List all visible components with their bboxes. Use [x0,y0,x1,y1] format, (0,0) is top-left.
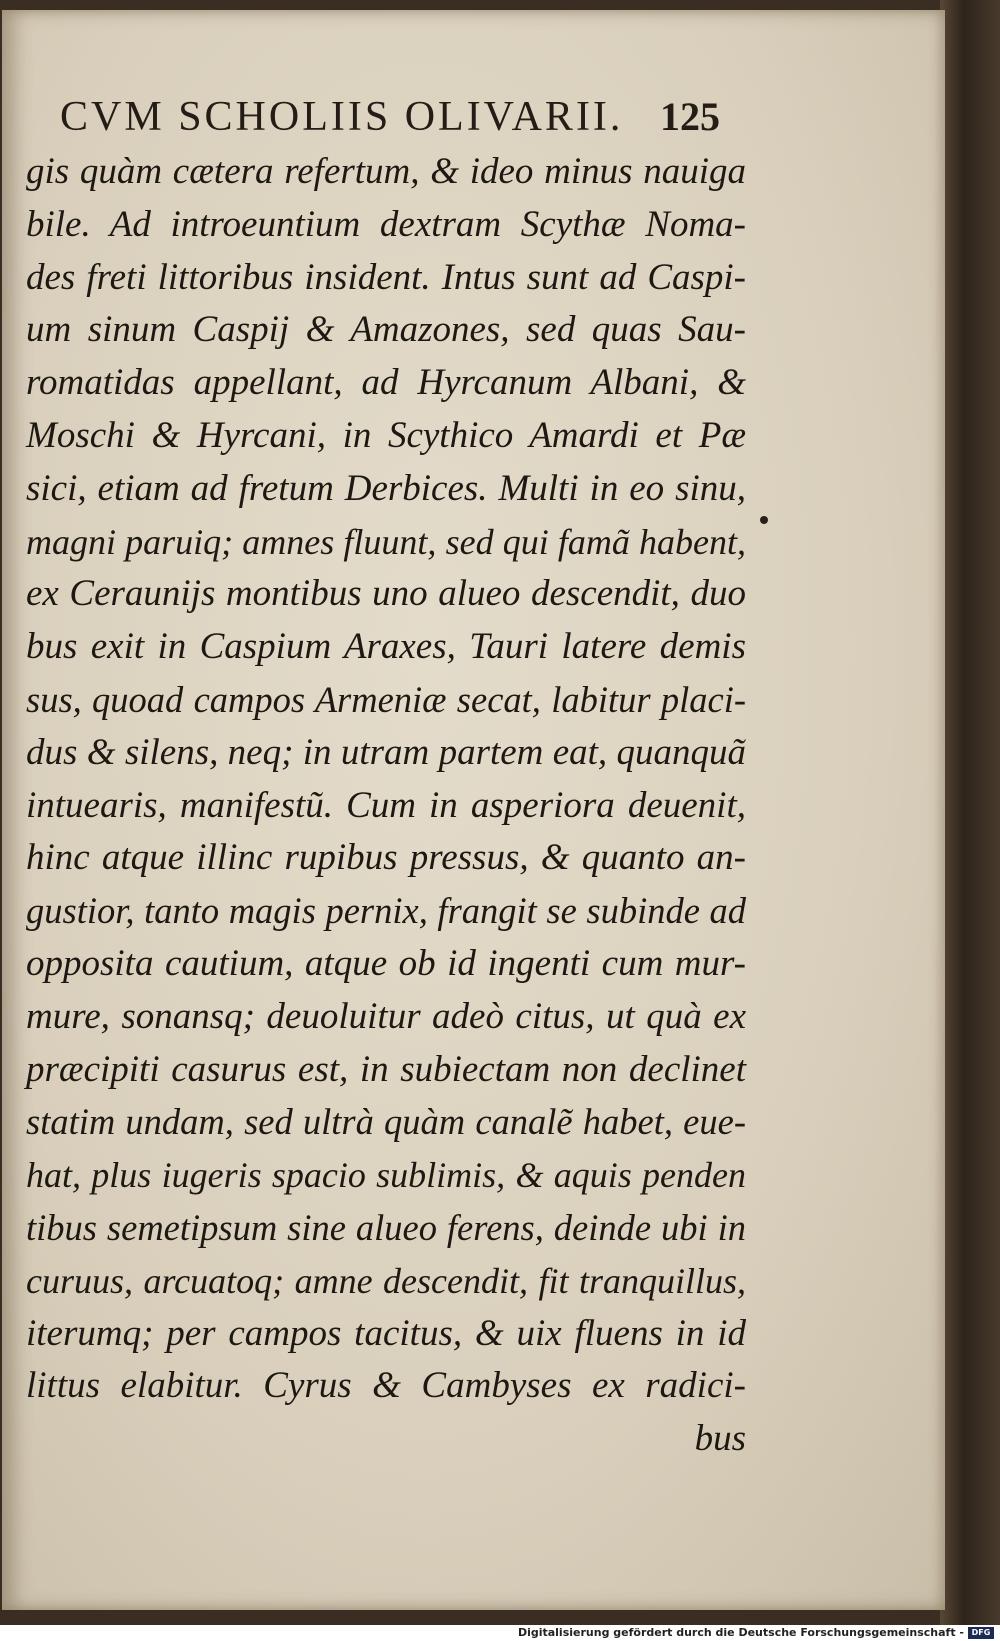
text-line: bile. Ad introeuntium dextram Scythæ Noma- [26,203,746,245]
text-line: tibus semetipsum sine alueo ferens, deinde ubi in [26,1206,746,1248]
text-line: curuus, arcuatoq; amne descendit, fit tranquillus, [26,1260,746,1301]
dfg-logo-icon: DFG [968,1627,994,1639]
footer-bar [0,1625,1000,1641]
book-board-edge [940,0,1000,1625]
text-block [26,146,746,1460]
text-line: um sinum Caspij & Amazones, sed quas Sau- [26,309,746,351]
margin-dot-mark [760,516,768,524]
footer-credit: Digitalisierung gefördert durch die Deutsche Forschungsgemeinschaft - [517,1626,964,1639]
text-line: des freti littoribus insident. Intus sunt ad Caspi- [26,256,746,298]
text-line: sici, etiam ad fretum Derbices. Multi in eo sinu, [26,467,746,509]
text-line: Moschi & Hyrcani, in Scythico Amardi et Pæ [26,414,746,456]
text-line: hinc atque illinc rupibus pressus, & quanto an- [26,837,746,879]
page-number: 125 [660,94,720,139]
text-line: statim undam, sed ultrà quàm canalẽ habet, eue- [26,1101,746,1143]
text-line: dus & silens, neq; in utram partem eat, quanquã [26,731,746,773]
text-line: gis quàm cætera refertum, & ideo minus nauiga [26,151,746,192]
running-head [60,93,760,143]
catchword: bus [694,1418,746,1460]
text-line: bus exit in Caspium Araxes, Tauri latere demis [26,626,746,668]
text-line: magni paruiq; amnes fluunt, sed qui famã habent, [26,521,746,562]
text-line: sus, quoad campos Armeniæ secat, labitur placi- [26,678,746,720]
text-line: littus elabitur. Cyrus & Cambyses ex radici- [26,1365,746,1407]
text-line: romatidas appellant, ad Hyrcanum Albani, & [26,362,746,404]
text-line: ex Ceraunijs montibus uno alueo descendit, duo [26,573,746,615]
text-line: iterumq; per campos tacitus, & uix fluens in id [26,1312,746,1354]
text-line: intuearis, manifestũ. Cum in asperiora deuenit, [26,784,746,826]
text-line: opposita cautium, atque ob id ingenti cum mur- [26,942,746,984]
text-line: mure, sonansq; deuoluitur adeò citus, ut quà ex [26,995,746,1037]
text-line: præcipiti casurus est, in subiectam non declinet [26,1048,746,1090]
text-line: hat, plus iugeris spacio sublimis, & aquis penden [26,1155,746,1196]
text-line: gustior, tanto magis pernix, frangit se subinde ad [26,890,746,932]
running-head-title: CVM SCHOLIIS OLIVARII. [60,94,624,140]
